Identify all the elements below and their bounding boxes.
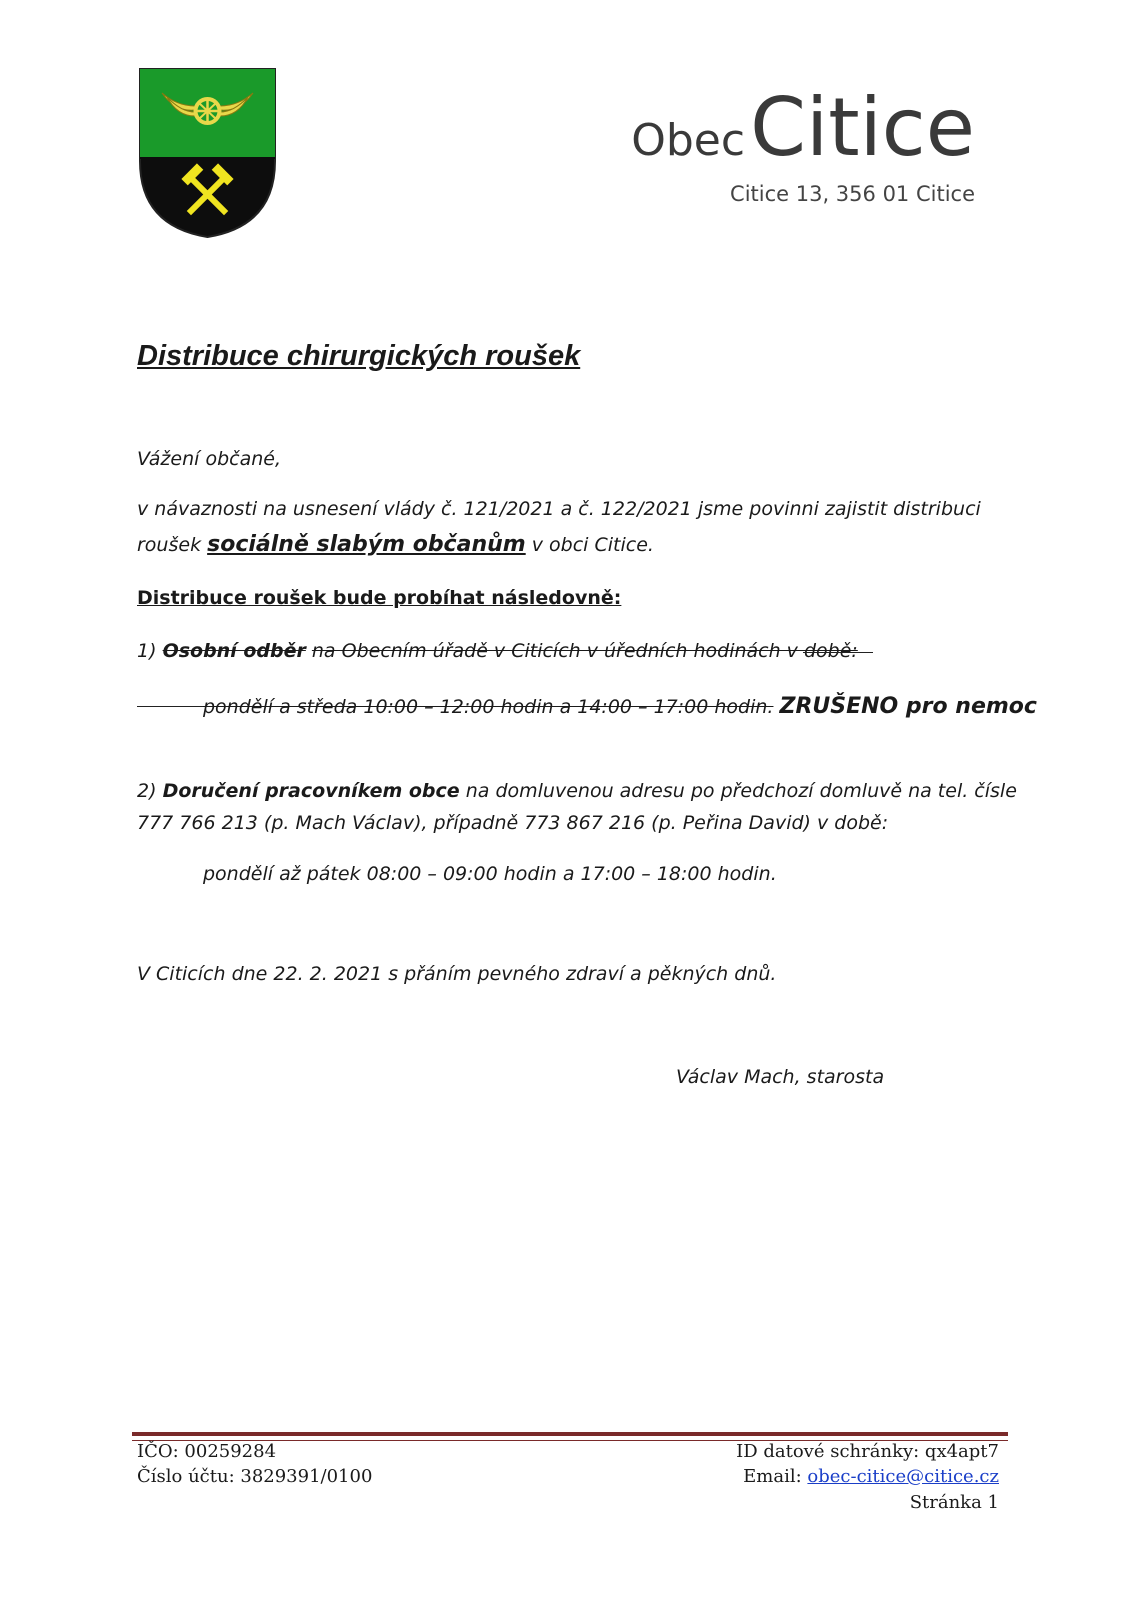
footer-page-number: Stránka 1 [909,1492,999,1513]
item-1-hours-strike-lead [137,706,205,707]
item-1-cancelled: ZRUŠENO pro nemoc [779,694,1037,719]
document-title: Distribuce chirurgických roušek [137,340,581,372]
item-1-number: 1) [137,640,157,662]
coat-of-arms-icon [137,66,278,240]
item-2-bold: Doručení pracovníkem obce [162,780,460,802]
item-1-hours: pondělí a středa 10:00 – 12:00 hodin a 14:00 – 17:00 hodin. [203,696,774,718]
item-2-line-2: 777 766 213 (p. Mach Václav), případně 773 867 216 (p. Peřina David) v době: [137,812,889,834]
footer-databox: ID datové schránky: qx4apt7 [736,1441,999,1462]
item-1-bold: Osobní odběr [162,640,306,662]
item-2-rest: na domluvenou adresu po předchozí domluvě na tel. čísle [465,780,1017,802]
item-2-line-1 [137,780,1017,802]
footer-email-line [743,1466,999,1487]
footer-ico: IČO: 00259284 [137,1441,277,1462]
intro-line-1: v návaznosti na usnesení vlády č. 121/2021 a č. 122/2021 jsme povinni zajistit distribuci [137,498,981,520]
item-1-strike-extension [803,652,873,653]
item-2-hours: pondělí až pátek 08:00 – 09:00 hodin a 17:00 – 18:00 hodin. [203,863,777,885]
intro-line-2 [137,532,654,557]
footer-email-link[interactable]: obec-citice@citice.cz [807,1466,999,1487]
greeting: Vážení občané, [137,448,281,470]
closing-line: V Citicích dne 22. 2. 2021 s přáním pevného zdraví a pěkných dnů. [137,963,777,985]
intro-pre: roušek [137,534,202,556]
footer-email-label: Email: [743,1466,802,1487]
header-citice: Citice [750,81,975,174]
intro-emphasis: sociálně slabým občanům [207,532,526,557]
item-1-rest: na Obecním úřadě v Citicích v úředních hodinách v době: [311,640,858,662]
header-obec: Obec [631,115,746,166]
distribution-heading: Distribuce roušek bude probíhat následovně: [137,587,622,609]
municipality-name [631,81,975,174]
intro-post: v obci Citice. [531,534,654,556]
header-address: Citice 13, 356 01 Citice [730,182,975,206]
footer-account: Číslo účtu: 3829391/0100 [137,1466,373,1487]
signature: Václav Mach, starosta [676,1066,885,1088]
item-1-line [137,640,858,662]
footer-rule-thick [132,1432,1008,1436]
item-2-number: 2) [137,780,157,802]
item-1-hours-line [203,694,1037,719]
